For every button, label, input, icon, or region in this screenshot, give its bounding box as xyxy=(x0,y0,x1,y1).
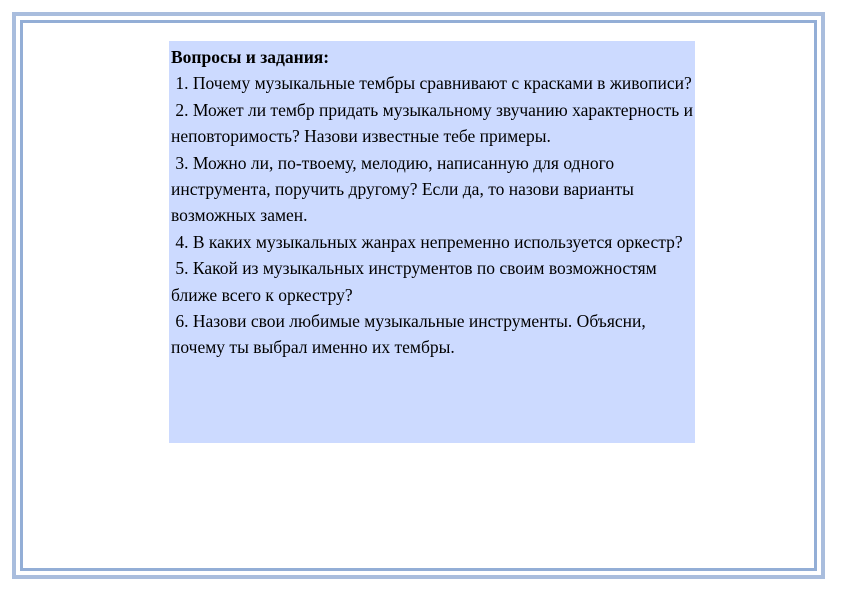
questions-textbox xyxy=(169,41,698,443)
questions-heading: Вопросы и задания: xyxy=(171,47,330,67)
question-item-6: 6. Назови свои любимые музыкальные инструменты. Объясни, почему ты выбрал именно их тембры. xyxy=(171,311,651,358)
question-item-4: 4. В каких музыкальных жанрах непременно используется оркестр? xyxy=(171,231,683,252)
question-item-3: 3. Можно ли, по-твоему, мелодию, написанную для одного инструмента, поручить другому? Если да, то назови варианты возможных замен. xyxy=(171,152,639,226)
question-item-2: 2. Может ли тембр придать музыкальному звучанию характерность и неповторимость? Назови известные тебе примеры. xyxy=(171,99,698,147)
question-item-5: 5. Какой из музыкальных инструментов по своим возможностям ближе всего к оркестру? xyxy=(171,258,662,305)
question-item-1: 1. Почему музыкальные тембры сравнивают с красками в живописи? xyxy=(171,73,692,94)
